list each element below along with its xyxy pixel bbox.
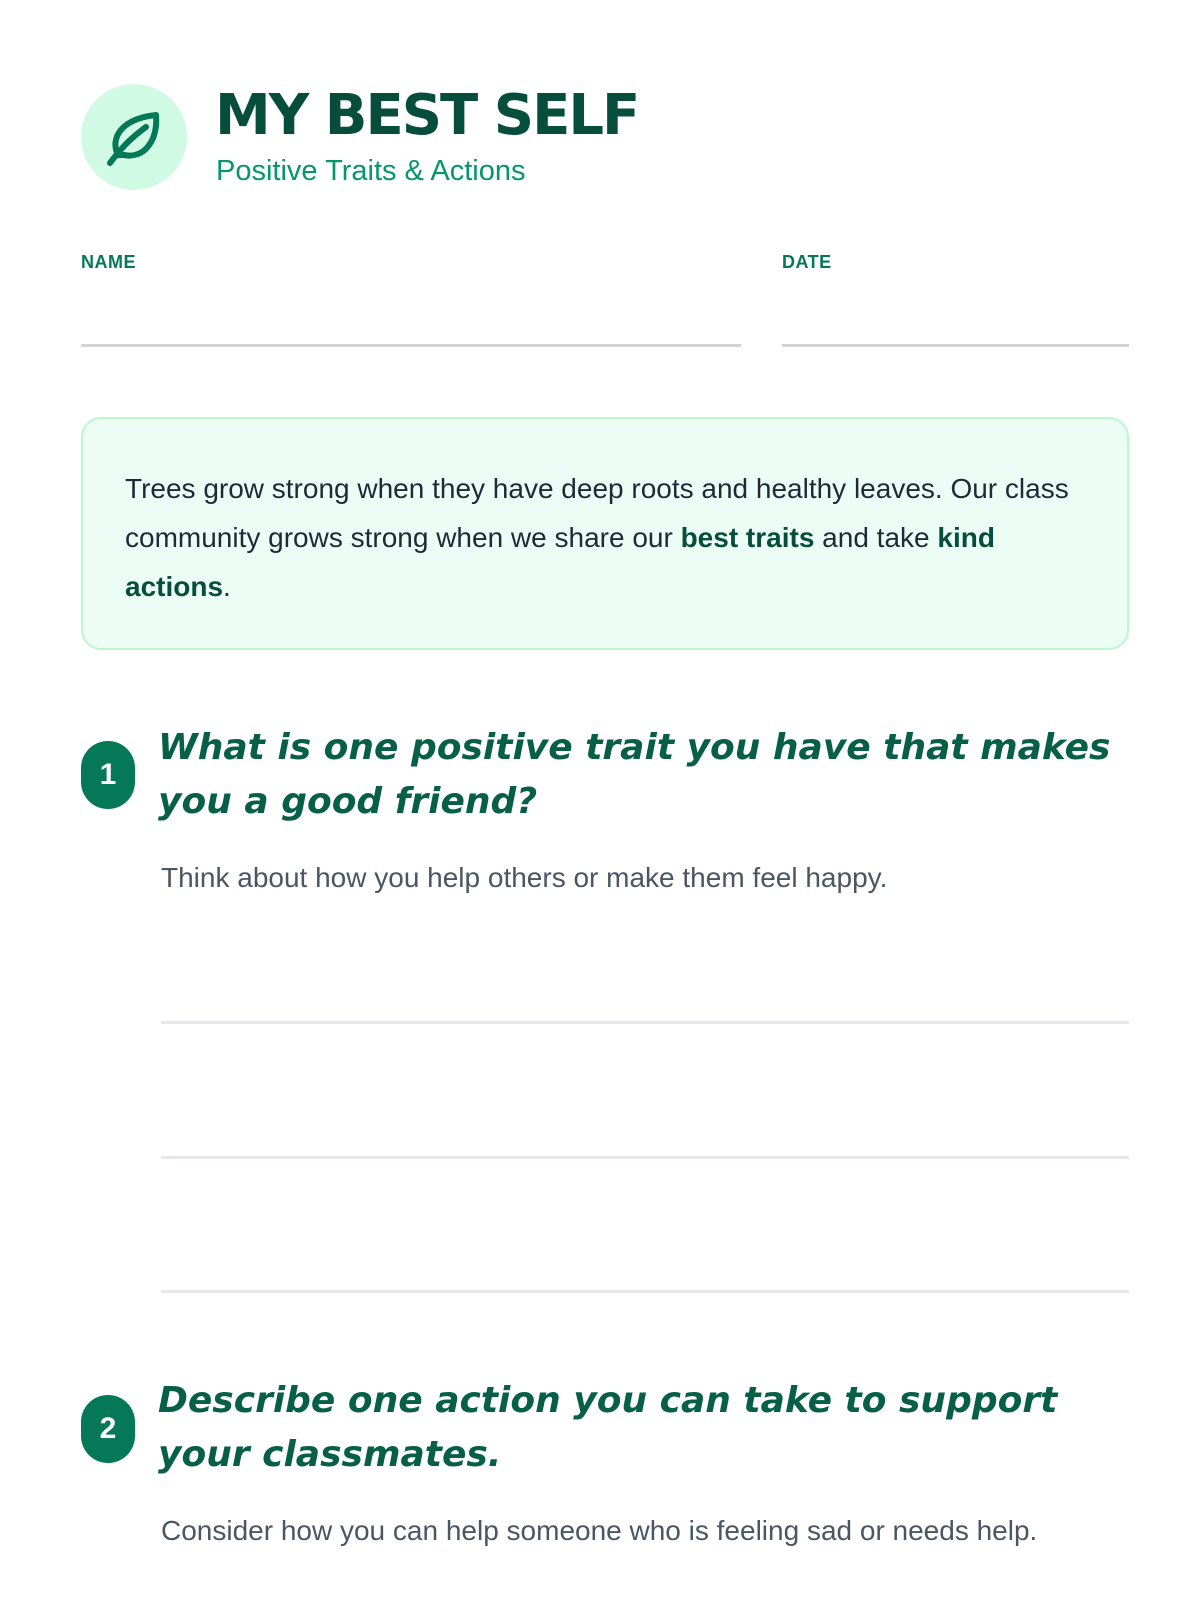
- question-hint: Think about how you help others or make them feel happy.: [161, 862, 888, 893]
- intro-highlight-traits: best traits: [680, 522, 815, 553]
- intro-box: [81, 417, 1129, 650]
- leaf-icon: [102, 105, 166, 169]
- logo-badge: [81, 84, 187, 190]
- intro-text: [125, 464, 1085, 611]
- question-title: Describe one action you can take to support your classmates.: [158, 1380, 1058, 1475]
- answer-line[interactable]: [161, 1156, 1129, 1159]
- page-subtitle: Positive Traits & Actions: [216, 155, 526, 187]
- question-hint: Consider how you can help someone who is feeling sad or needs help.: [161, 1515, 1038, 1546]
- date-label: DATE: [782, 252, 832, 272]
- date-field[interactable]: [782, 344, 1129, 347]
- answer-line[interactable]: [161, 1290, 1129, 1293]
- intro-text-part: and take: [814, 522, 938, 553]
- question-number-badge: 2: [81, 1395, 135, 1463]
- question-number-badge: 1: [81, 741, 135, 809]
- intro-text-part: Trees grow strong when they have deep roots and healthy leaves. Our class community grows strong when we share our: [125, 473, 1069, 553]
- question-title: What is one positive trait you have that makes you a good friend?: [158, 727, 1111, 822]
- name-label: NAME: [81, 252, 136, 272]
- page-title: MY BEST SELF: [215, 83, 639, 148]
- name-field[interactable]: [81, 344, 741, 347]
- intro-text-part: .: [223, 571, 231, 602]
- intro-highlight-actions: kind actions: [125, 522, 995, 602]
- answer-line[interactable]: [161, 1021, 1129, 1024]
